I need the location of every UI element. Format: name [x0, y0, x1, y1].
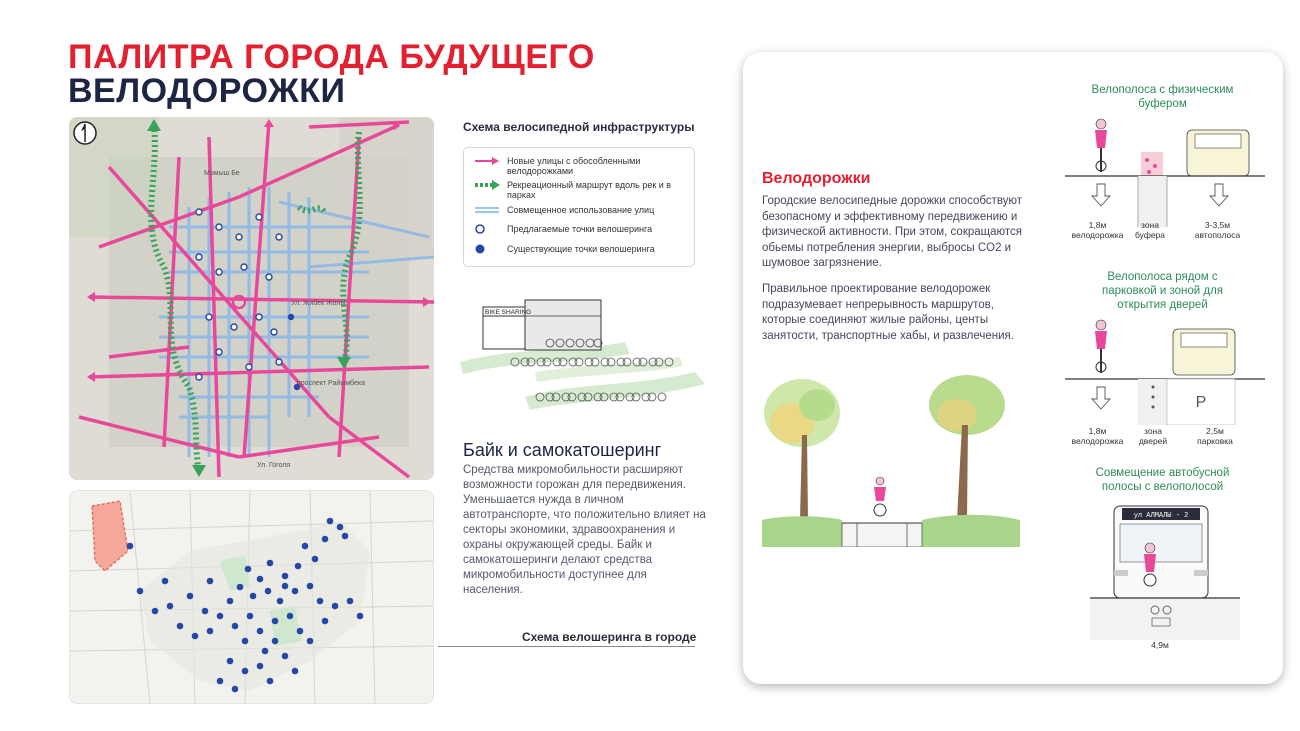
bus-route-sign: ул АЛМАЛЫ - 2 — [1133, 512, 1189, 520]
north-arrow-icon — [74, 122, 96, 144]
legend-item — [474, 156, 687, 176]
section3-illustration — [1090, 500, 1240, 640]
bikeshare-map[interactable] — [69, 490, 434, 704]
bike-sharing-paragraph: Средства микромобильности расширяют возможности горожан для передвижения. Уменьшается нужда в личном автотранспорте, что положительно влияет на секторы экономики, здравоохранения и охраны окружающей среды. Байк и самокатошеринги делают средства микромобильности доступнее для населения. — [463, 464, 706, 596]
street-label: проспект Райымбека — [297, 380, 365, 387]
section2-caption: Велополоса рядом с парковкой и зоной для открытия дверей — [1101, 271, 1224, 311]
section2-label-doors: зона дверей — [1138, 426, 1168, 446]
bike-lane-trees-illustration — [762, 375, 1020, 547]
open-circle-icon — [474, 224, 500, 234]
section3-caption: Совмещение автобусной полосы с велополосой — [1095, 467, 1230, 493]
pink-arrow-icon — [474, 156, 500, 166]
street-label: Ул. Гоголя — [257, 462, 291, 469]
section1-label-bikelane: 1,8м велодорожка — [1071, 220, 1124, 240]
caption-leader-line — [438, 646, 695, 647]
legend-label: Предлагаемые точки велошеринга — [507, 224, 653, 234]
green-dotted-arrow-icon — [474, 180, 500, 190]
map-canvas — [69, 117, 434, 480]
bikeshare-map-canvas — [70, 491, 434, 704]
legend-item — [474, 180, 687, 200]
section2-label-bikelane: 1,8м велодорожка — [1071, 426, 1124, 446]
section1-caption: Велополоса с физическим буфером — [1091, 84, 1234, 110]
bikeshare-map-caption: Схема велошеринга в городе — [522, 630, 697, 644]
section2-illustration — [1065, 315, 1265, 425]
section2-label-parking: 2,5м парковка — [1197, 426, 1233, 446]
legend-label: Новые улицы с обособленными велодорожками — [507, 156, 641, 176]
legend-label: Рекреационный маршрут вдоль рек и в парках — [507, 180, 672, 200]
bike-sharing-heading: Байк и самокатошеринг — [463, 440, 662, 460]
bike-station-illustration — [455, 292, 715, 427]
card-paragraph-2: Правильное проектирование велодорожек подразумевает непрерывность маршрутов, которые соединяют жилые районы, центы занятости, транспортные хабы, и развлечения. — [762, 283, 1014, 342]
card-heading: Велодорожки — [762, 170, 871, 187]
page-title: ПАЛИТРА ГОРОДА БУДУЩЕГО — [68, 38, 595, 76]
section3-label-width: 4,9м — [1151, 640, 1169, 650]
street-label: Момыш Бе — [204, 170, 240, 177]
section1-label-carlane: 3-3,5м автополоса — [1194, 220, 1241, 240]
legend-label: Совмещенное использование улиц — [507, 205, 655, 215]
street-label: Ул. Жибек Жолы — [291, 300, 346, 307]
section1-label-buffer: зона буфера — [1134, 220, 1165, 240]
legend-item — [474, 205, 687, 215]
bike-infrastructure-map[interactable] — [69, 117, 434, 480]
legend-label: Существующие точки велошеринга — [507, 244, 655, 254]
legend-title: Схема велосипедной инфраструктуры — [463, 120, 695, 134]
legend-item — [474, 224, 687, 234]
map-legend — [463, 147, 695, 267]
page-subtitle: ВЕЛОДОРОЖКИ — [68, 72, 346, 110]
station-sign: BIKE SHARING — [485, 309, 532, 316]
card-paragraph-1: Городские велосипедные дорожки способствуют безопасному и эффективному передвижению и физической активности. При этом, сокращаются обьемы потребления энергии, выбросы CO2 и шумовое загрязнение. — [762, 195, 1023, 269]
section1-illustration — [1065, 112, 1265, 227]
parking-icon: P — [1195, 394, 1207, 411]
blue-double-line-icon — [474, 205, 500, 215]
filled-circle-icon — [474, 244, 500, 254]
legend-item — [474, 244, 687, 254]
